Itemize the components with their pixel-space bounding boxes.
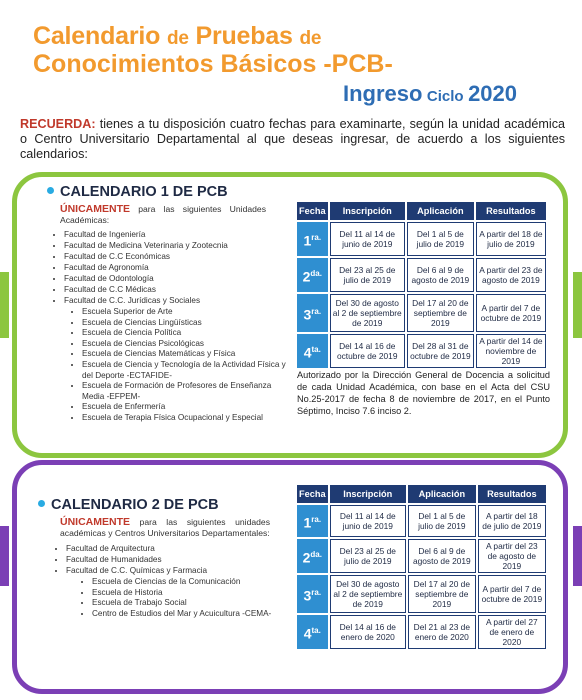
school-item: • Escuela de Formación de Profesores de Enseñanza Media -EFPEM- xyxy=(82,381,287,402)
table-row xyxy=(297,539,546,573)
faculty-item: • Facultad de C.C. Jurídicas y Sociales xyxy=(64,295,279,306)
table-cell: A partir del 18 de julio de 2019 xyxy=(478,505,546,537)
faculty-item: • Facultad de Ingeniería xyxy=(64,229,279,240)
date-number: $3^{ra.}$ xyxy=(297,575,328,613)
table-row xyxy=(297,505,546,537)
faculty-item: • Facultad de C.C Médicas xyxy=(64,284,279,295)
table-cell: A partir del 23 de agosto de 2019 xyxy=(478,539,546,573)
calendar1-title: CALENDARIO 1 DE PCB xyxy=(47,184,228,200)
school-item: • Escuela de Ciencia y Tecnología de la Actividad Física y del Deporte -ECTAFIDE- xyxy=(82,360,287,381)
calendar2-title: CALENDARIO 2 DE PCB xyxy=(38,497,219,513)
school-item: • Escuela de Historia xyxy=(92,588,282,599)
table-cell: Del 23 al 25 de julio de 2019 xyxy=(330,258,405,292)
table-cell: A partir del 7 de octubre de 2019 xyxy=(476,294,546,332)
table-cell: Del 30 de agosto al 2 de septiembre de 2019 xyxy=(330,294,405,332)
school-item: • Escuela de Terapia Física Ocupacional y Especial xyxy=(82,413,287,424)
date-number: $3^{ra.}$ xyxy=(297,294,328,332)
table-cell: A partir del 14 de noviembre de 2019 xyxy=(476,334,546,368)
table-header: Resultados xyxy=(476,202,546,220)
table-cell: Del 23 al 25 de julio de 2019 xyxy=(330,539,406,573)
calendar1-scope: ÚNICAMENTE para las siguientes Unidades Académicas: xyxy=(60,203,266,225)
intro-text: RECUERDA: tienes a tu disposición cuatro fechas para examinarte, según la unidad académica o Centro Universitario Departamental al que deseas ingresar, de acuerdo a los siguientes calendarios: xyxy=(20,117,565,161)
calendar1-schools xyxy=(72,307,287,424)
table-header: Fecha xyxy=(297,485,328,503)
date-number: $1^{ra.}$ xyxy=(297,505,328,537)
faculty-item: • Facultad de Humanidades xyxy=(66,554,281,565)
table-cell: Del 28 al 31 de octubre de 2019 xyxy=(407,334,474,368)
date-number: $4^{ta.}$ xyxy=(297,615,328,649)
school-item: • Escuela de Ciencias Lingüísticas xyxy=(82,318,287,329)
table-row xyxy=(297,575,546,613)
table-cell: A partir del 23 de agosto de 2019 xyxy=(476,258,546,292)
table-header: Aplicación xyxy=(408,485,476,503)
faculty-item: • Facultad de Odontología xyxy=(64,273,279,284)
calendar2-schools xyxy=(82,577,282,619)
authorization-note: Autorizado por la Dirección General de Docencia a solicitud de cada Unidad Académica, con base en el Acta del CSU No.25-2017 de fecha 8 de noviembre de 2017, en el Punto Séptimo, Inciso 7.6 inciso 2. xyxy=(297,370,550,416)
table-cell: Del 1 al 5 de julio de 2019 xyxy=(408,505,476,537)
school-item: • Escuela de Enfermería xyxy=(82,402,287,413)
bullet-icon xyxy=(47,187,54,194)
faculty-item: • Facultad de Medicina Veterinaria y Zootecnia xyxy=(64,240,279,251)
page-subtitle: Ingreso Ciclo 2020 xyxy=(343,81,518,106)
faculty-item: • Facultad de C.C. Químicas y Farmacia xyxy=(66,565,281,576)
date-number: $2^{da.}$ xyxy=(297,258,328,292)
school-item: • Escuela de Ciencia Política xyxy=(82,328,287,339)
school-item: • Escuela de Ciencias de la Comunicación xyxy=(92,577,282,588)
faculty-item: • Facultad de Arquitectura xyxy=(66,543,281,554)
table-row xyxy=(297,334,546,368)
table-row xyxy=(297,222,546,256)
school-item: • Escuela de Ciencias Psicológicas xyxy=(82,339,287,350)
table-header: Aplicación xyxy=(407,202,474,220)
bullet-icon xyxy=(38,500,45,507)
table-cell: Del 6 al 9 de agosto de 2019 xyxy=(407,258,474,292)
table-cell: A partir del 7 de octubre de 2019 xyxy=(478,575,546,613)
calendar2-faculties xyxy=(56,543,281,576)
table-cell: Del 14 al 16 de enero de 2020 xyxy=(330,615,406,649)
school-item: • Escuela de Ciencias Matemáticas y Física xyxy=(82,349,287,360)
table-cell: Del 1 al 5 de julio de 2019 xyxy=(407,222,474,256)
table-cell: Del 17 al 20 de septiembre de 2019 xyxy=(408,575,476,613)
table-cell: A partir del 18 de julio de 2019 xyxy=(476,222,546,256)
calendar2-table xyxy=(295,483,548,651)
faculty-item: • Facultad de C.C Económicas xyxy=(64,251,279,262)
table-cell: Del 11 al 14 de junio de 2019 xyxy=(330,505,406,537)
school-item: • Escuela de Trabajo Social xyxy=(92,598,282,609)
table-cell: A partir del 27 de enero de 2020 xyxy=(478,615,546,649)
table-header: Resultados xyxy=(478,485,546,503)
school-item: • Escuela Superior de Arte xyxy=(82,307,287,318)
school-item: • Centro de Estudios del Mar y Acuicultura -CEMA- xyxy=(92,609,282,620)
table-row xyxy=(297,615,546,649)
table-cell: Del 30 de agosto al 2 de septiembre de 2019 xyxy=(330,575,406,613)
date-number: $1^{ra.}$ xyxy=(297,222,328,256)
page-title: Calendario de Pruebas de Conocimientos Básicos -PCB- xyxy=(33,22,393,78)
calendar1-table xyxy=(295,200,548,370)
table-header: Inscripción xyxy=(330,202,405,220)
table-header: Fecha xyxy=(297,202,328,220)
table-row xyxy=(297,294,546,332)
faculty-item: • Facultad de Agronomía xyxy=(64,262,279,273)
date-number: $4^{ta.}$ xyxy=(297,334,328,368)
card2-right-tab xyxy=(573,526,582,586)
date-number: $2^{da.}$ xyxy=(297,539,328,573)
card2-left-tab xyxy=(0,526,9,586)
table-cell: Del 11 al 14 de junio de 2019 xyxy=(330,222,405,256)
table-cell: Del 6 al 9 de agosto de 2019 xyxy=(408,539,476,573)
table-cell: Del 21 al 23 de enero de 2020 xyxy=(408,615,476,649)
card1-left-tab xyxy=(0,272,9,338)
table-cell: Del 17 al 20 de septiembre de 2019 xyxy=(407,294,474,332)
calendar1-faculties xyxy=(54,229,279,306)
table-header: Inscripción xyxy=(330,485,406,503)
table-row xyxy=(297,258,546,292)
calendar2-scope: ÚNICAMENTE para las siguientes unidades académicas y Centros Universitarios Departamentales: xyxy=(60,516,270,538)
table-cell: Del 14 al 16 de octubre de 2019 xyxy=(330,334,405,368)
card1-right-tab xyxy=(573,272,582,338)
